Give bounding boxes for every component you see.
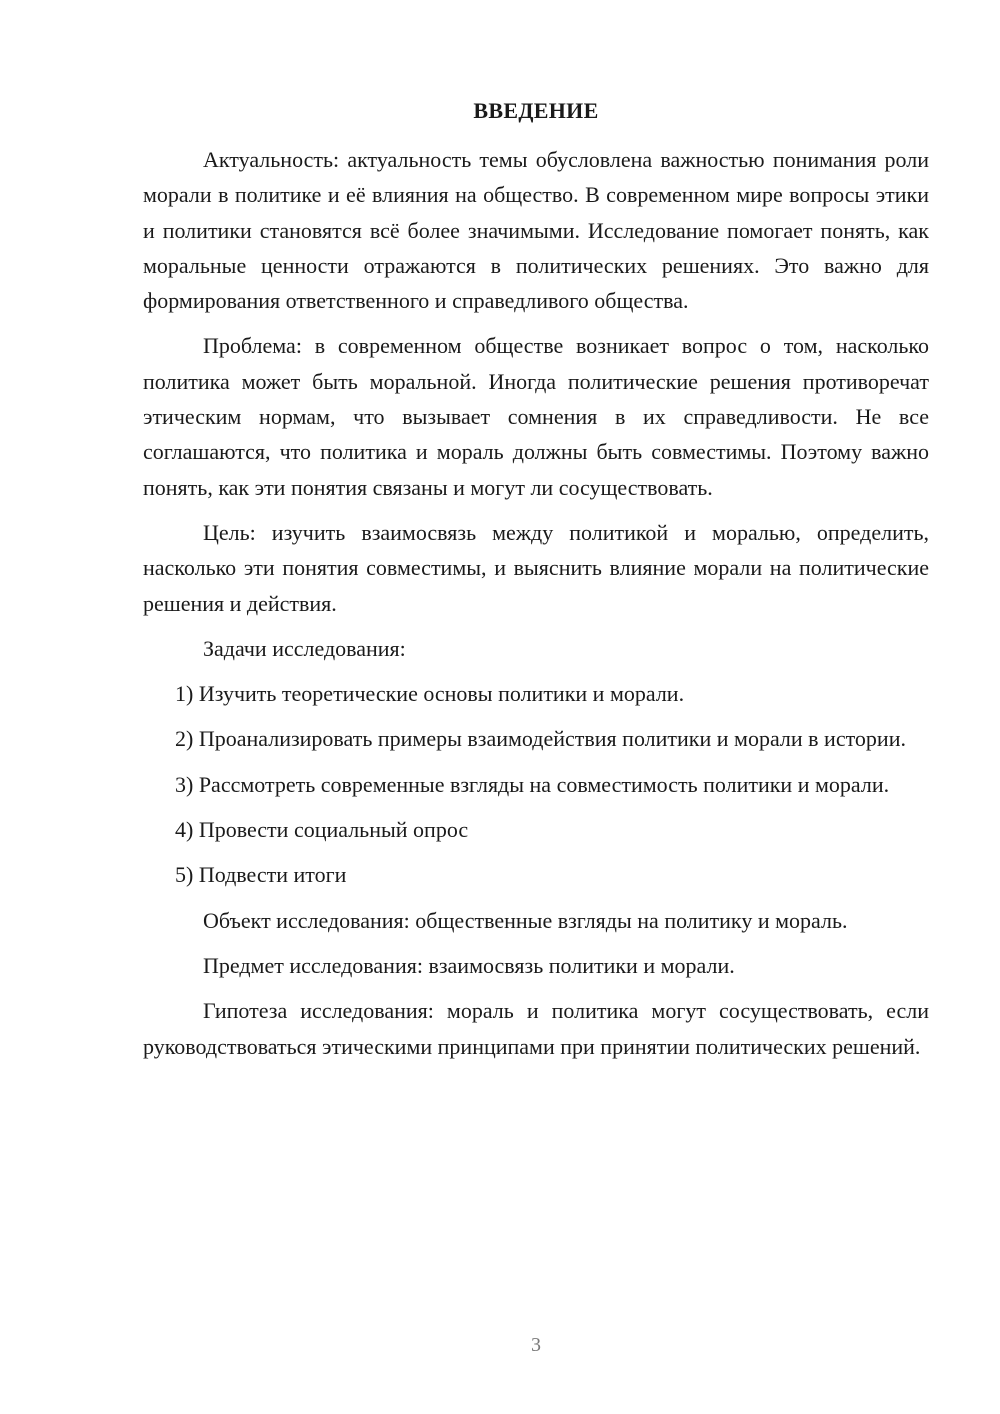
hypothesis-paragraph: Гипотеза исследования: мораль и политика могут сосуществовать, если руководствоваться этическими принципами при принятии политических решений. — [143, 998, 929, 1059]
tasks-heading: Задачи исследования: — [203, 635, 406, 661]
page-title: ВВЕДЕНИЕ — [473, 98, 599, 123]
problem-paragraph: Проблема: в современном обществе возникает вопрос о том, насколько политика может быть моральной. Иногда политические решения противоречат этическим нормам, что вызывает сомнения в их справедливости. Не все соглашаются, что политика и мораль должны быть совместимы. Поэтому важно понять, как эти понятия связаны и могут ли сосуществовать. — [143, 333, 929, 500]
document-page — [143, 96, 929, 1074]
task-item-3: 3) Рассмотреть современные взгляды на совместимость политики и морали. — [175, 771, 890, 797]
task-item-1: 1) Изучить теоретические основы политики и морали. — [175, 681, 685, 707]
task-item-2: 2) Проанализировать примеры взаимодействия политики и морали в истории. — [175, 726, 906, 752]
relevance-paragraph: Актуальность: актуальность темы обусловлена важностью понимания роли морали в политике и её влияния на общество. В современном мире вопросы этики и политики становятся всё более значимыми. Исследование помогает понять, как моральные ценности отражаются в политических решениях. Это важно для формирования ответственного и справедливого общества. — [143, 147, 929, 314]
subject-paragraph: Предмет исследования: взаимосвязь политики и морали. — [203, 952, 735, 978]
page-number: 3 — [531, 1334, 541, 1356]
task-item-4: 4) Провести социальный опрос — [175, 817, 469, 843]
object-paragraph: Объект исследования: общественные взгляды на политику и мораль. — [203, 907, 848, 933]
task-item-5: 5) Подвести итоги — [175, 862, 347, 888]
goal-paragraph: Цель: изучить взаимосвязь между политикой и моралью, определить, насколько эти понятия совместимы, и выяснить влияние морали на политические решения и действия. — [143, 519, 929, 616]
